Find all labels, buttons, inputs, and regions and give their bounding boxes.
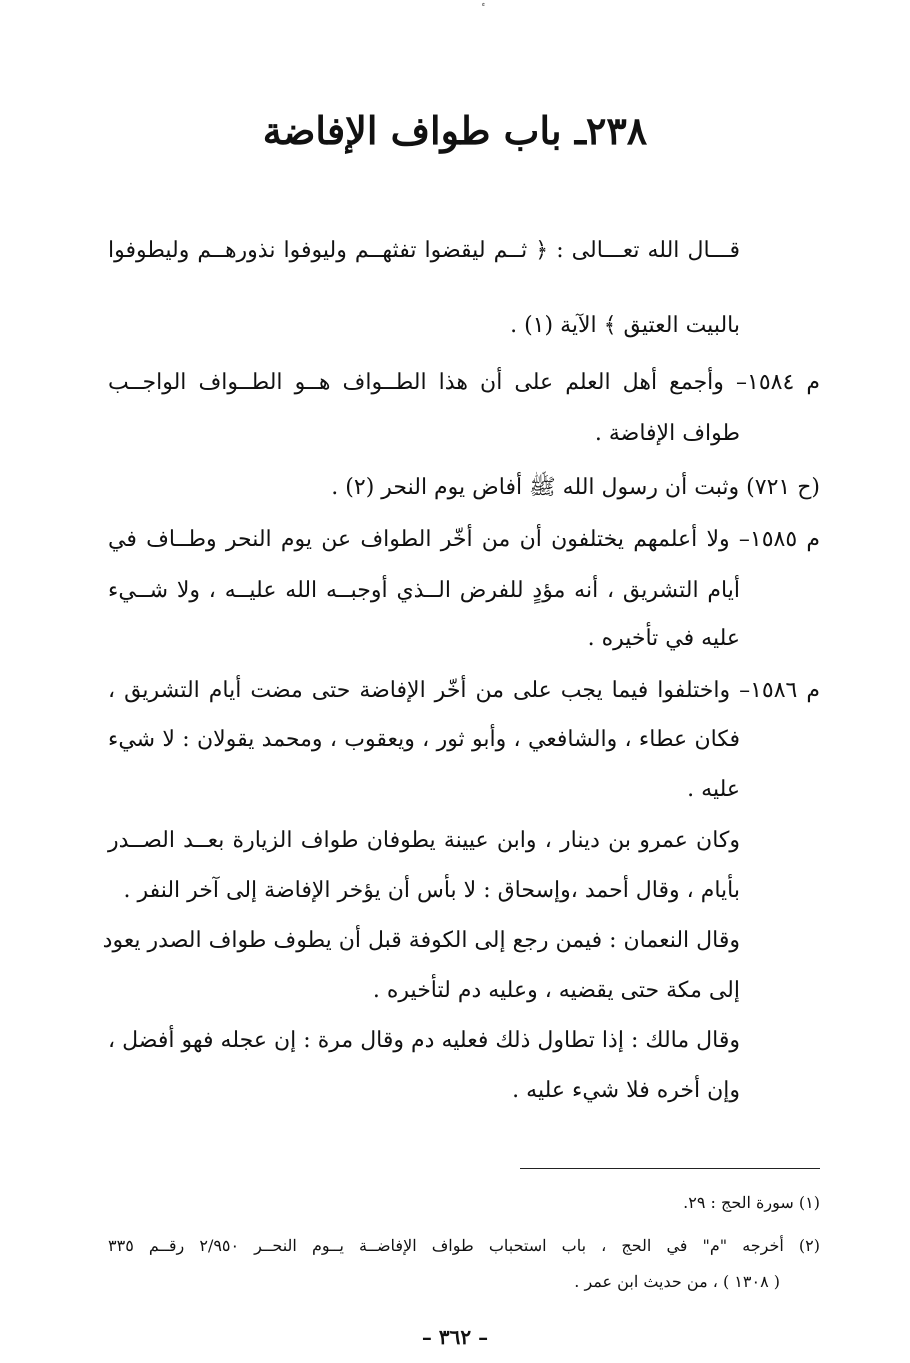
hadith-721: (ح ٧٢١) وثبت أن رسول الله ﷺ أفاض يوم النحر (٢) .	[331, 475, 820, 500]
paragraph-1586-line-1: م ١٥٨٦– واختلفوا فيما يجب على من أخّر الإفاضة حتى مضت أيام التشريق ،	[108, 678, 820, 703]
page-number: – ٣٦٢ –	[421, 1325, 489, 1349]
paragraph-1585-line-2: أيام التشريق ، أنه مؤدٍ للفرض الــذي أوجبــه الله عليــه ، ولا شــيء	[108, 578, 740, 603]
amr-paragraph-line-1: وكان عمرو بن دينار ، وابن عيينة يطوفان طواف الزيارة بعــد الصــدر	[108, 828, 740, 853]
paragraph-1586-line-3: عليه .	[687, 777, 740, 802]
paragraph-1585-line-3: عليه في تأخيره .	[587, 626, 740, 651]
malik-paragraph-line-2: وإن أخره فلا شيء عليه .	[512, 1078, 740, 1103]
paragraph-1585-line-1: م ١٥٨٥– ولا أعلمهم يختلفون أن من أخّر الطواف عن يوم النحر وطــاف في	[108, 527, 820, 552]
footnote-separator	[520, 1168, 820, 1169]
numan-paragraph-line-2: إلى مكة حتى يقضيه ، وعليه دم لتأخيره .	[372, 978, 740, 1003]
quote-line-1: قـــال الله تعـــالى : ﴿ ثــم ليقضوا تفثهــم وليوفوا نذورهــم وليطوفوا	[108, 238, 740, 263]
numan-paragraph-line-1: وقال النعمان : فيمن رجع إلى الكوفة قبل أن يطوف طواف الصدر يعود	[102, 928, 740, 953]
footnote-2-line-2: ( ١٣٠٨ ) ، من حديث ابن عمر .	[574, 1272, 780, 1291]
paragraph-1584-line-1: م ١٥٨٤– وأجمع أهل العلم على أن هذا الطــواف هــو الطــواف الواجــب	[108, 370, 820, 395]
paragraph-1586-line-2: فكان عطاء ، والشافعي ، وأبو ثور ، ويعقوب ، ومحمد يقولان : لا شيء	[108, 727, 740, 752]
malik-paragraph-line-1: وقال مالك : إذا تطاول ذلك فعليه دم وقال مرة : إن عجله فهو أفضل ،	[108, 1028, 740, 1053]
paragraph-1584-line-2: طواف الإفاضة .	[594, 421, 740, 446]
amr-paragraph-line-2: بأيام ، وقال أحمد ،وإسحاق : لا بأس أن يؤخر الإفاضة إلى آخر النفر .	[123, 878, 740, 903]
quote-line-2: بالبيت العتيق ﴾ الآية (١) .	[510, 313, 740, 338]
chapter-title: ٢٣٨ـ باب طواف الإفاضة	[262, 108, 648, 153]
footnote-1: (١) سورة الحج : ٢٩.	[683, 1193, 820, 1212]
footnote-2-line-1: (٢) أخرجه "م" في الحج ، باب استحباب طواف الإفاضــة يــوم النحــر ٢/٩٥٠ رقــم ٣٣٥	[108, 1236, 820, 1255]
